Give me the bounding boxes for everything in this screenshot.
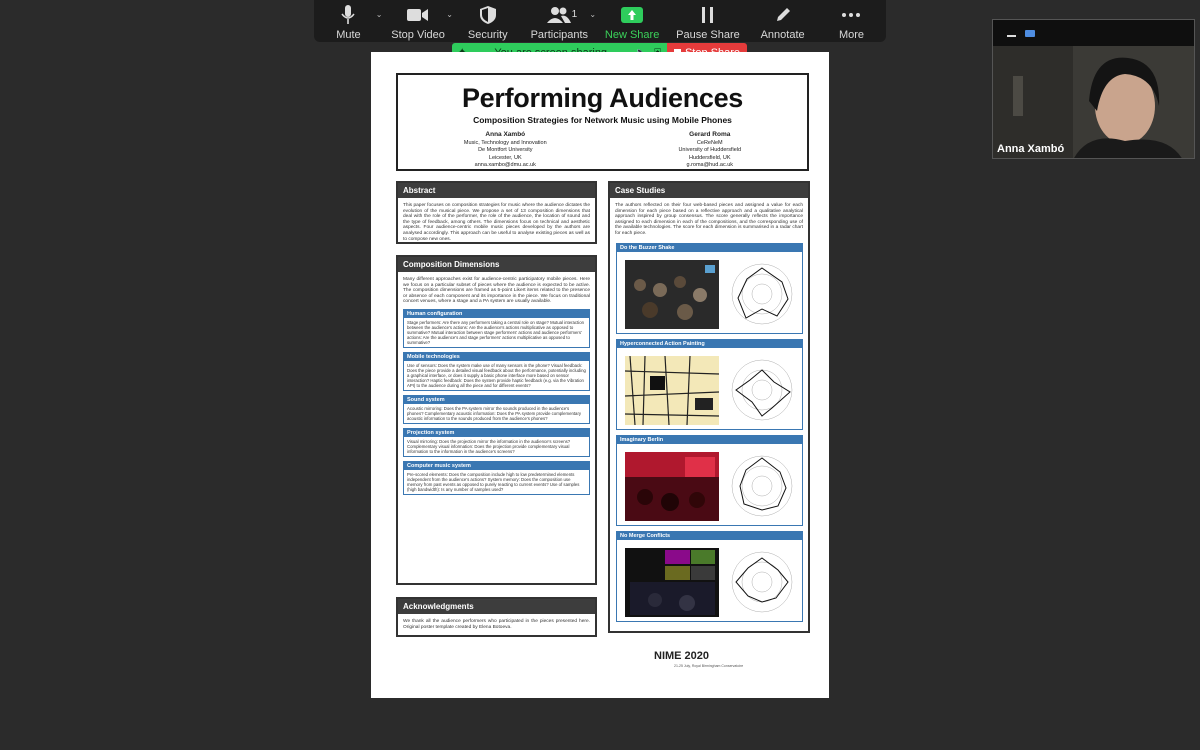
case-photo xyxy=(625,356,719,425)
pencil-icon xyxy=(775,4,791,26)
security-button[interactable]: Security xyxy=(462,4,514,41)
pause-share-button[interactable]: Pause Share xyxy=(676,4,740,41)
more-button[interactable]: More xyxy=(825,4,877,41)
participants-button[interactable]: 1 ⌄ Participants xyxy=(531,4,588,41)
share-screen-icon xyxy=(621,4,643,26)
shield-icon xyxy=(480,4,496,26)
self-video-tile[interactable] xyxy=(992,19,1195,159)
case-photo xyxy=(625,260,719,329)
dimension-group: Computer music system Pre-scored elements: Does the composition include high to low predetermined elements independent from the audience's actions? System memory: Does the composition use memory from past events as opposed to purely reacting to current events? Use of samples (high bandwidth): Is any number of samples used? xyxy=(403,461,590,495)
annotate-button[interactable]: Annotate xyxy=(757,4,809,41)
shared-poster xyxy=(371,52,829,698)
stop-video-button[interactable]: ⌄ Stop Video xyxy=(391,4,445,41)
case-studies-section: Case Studies The authors reflected on their four web-based pieces and assigned a value for each dimension for each piece based on a reflective approach and a qualitative analytical approach inspired by group consensus. The score generally reflects the importance assigned to each dimension in each of the compositions, and the corresponding use of the available technologies. The score for each dimension is summarised in a radar chart for each piece. Do the Buzzer Shake Hyperconnected Action Painting Imaginary Berlin No Merge Conflicts xyxy=(608,181,810,633)
dimension-group: Human configuration Stage performers: Are there any performers taking a central role on stage? Mutual interaction between the audience's actions: Are the audience's actions multiplicative as opposed to summative? Mutual interaction between stage performers' actions and audience performers' actions: Are the audience's and stage performers' actions multiplicative as opposed to summative? xyxy=(403,309,590,348)
dimension-group: Projection system Visual mirroring: Does the projection mirror the information in the audience's screens? Complementary visual information: Does the projection provide complementary visual information to the information in the audience's screens? xyxy=(403,428,590,457)
dimension-group: Sound system Acoustic mirroring: Does the PA system mirror the sounds produced in the audience's phones? Complementary acoustic information: Does the PA system provide complementary acoustic information to the sounds produced from the audience's phones? xyxy=(403,395,590,424)
participants-icon xyxy=(547,4,571,26)
case-study-card: No Merge Conflicts xyxy=(616,531,803,622)
chevron-down-icon[interactable]: ⌄ xyxy=(589,10,597,19)
new-share-button[interactable]: New Share xyxy=(605,4,659,41)
composition-section: Composition Dimensions Many different approaches exist for audience-centric participatory mobile pieces. Here we focus on a particular subset of pieces where the audience is expected to be active. The composition dimensions are framed as 5-point Likert items related to the presence or absence of each component and its importance in the piece. We focus on traditional concert venues, where a stage and a PA system are usually available. Human configuration Stage performers: Are there any performers taking a central role on stage? Mutual interaction between the audience's actions: Are the audience's actions multiplicative as opposed to summative? Mutual interaction between stage performers' actions and audience performers' actions: Are the audience's and stage performers' actions multiplicative as opposed to summative? Mobile technologies Use of sensors: Does the system make use of many sensors in the phone? Visual feedback: Does the piece provide a detailed visual feedback about the performance, potentially including a graphical interface, or does it supply a basic phone interface more based on sensor interaction? Haptic feedback: Does the system provide haptic feedback (e.g. via the Vibration API) to the audience during all the piece and for different events? Sound system Acoustic mirroring: Does the PA system mirror the sounds produced in the audience's phones? Complementary acoustic information: Does the PA system provide complementary acoustic information to the sounds produced from the audience's phones? Projection system Visual mirroring: Does the projection mirror the information in the audience's screens? Complementary visual information: Does the projection provide complementary visual information to the information in the audience's screens? Computer music system Pre-scored elements: Does the composition include high to low predetermined elements independent from the audience's actions? System memory: Does the composition use memory from past events as opposed to purely reacting to current events? Use of samples (high bandwidth): Is any number of samples used? xyxy=(396,255,597,585)
poster-subtitle: Composition Strategies for Network Music using Mobile Phones xyxy=(473,115,732,125)
case-study-card: Imaginary Berlin xyxy=(616,435,803,526)
participant-video: Anna Xambó xyxy=(993,46,1194,158)
conference-logo: NIME 2020 xyxy=(654,650,710,662)
acknowledgments-section: Acknowledgments We thank all the audience performers who participated in the pieces presented here. Original poster template created by Elena Botoeva. xyxy=(396,597,597,637)
radar-chart xyxy=(722,542,802,622)
poster-header xyxy=(396,73,809,171)
video-tile-header xyxy=(993,20,1194,46)
meeting-toolbar xyxy=(314,0,886,42)
abstract-section: Abstract This paper focuses on composition strategies for music where the audience dictates the evolution of the musical piece. We propose a set of 13 composition dimensions that deal with the role of the performer, the role of the audience, the location of sound and the type of feedback, among others. The dimensions focus on technical and aesthetic aspects. Four audience-centric mobile music pieces developed by the authors are analysed accordingly. This approach can be useful to analyse existing pieces as well as to compose new ones. xyxy=(396,181,597,244)
case-photo xyxy=(625,548,719,617)
microphone-icon xyxy=(341,4,355,26)
more-dots-icon xyxy=(842,4,860,26)
radar-chart xyxy=(722,350,802,430)
poster-title: Performing Audiences xyxy=(461,83,744,113)
case-study-card: Do the Buzzer Shake xyxy=(616,243,803,334)
case-study-card: Hyperconnected Action Painting xyxy=(616,339,803,430)
case-photo xyxy=(625,452,719,521)
expand-icon[interactable] xyxy=(1025,30,1035,37)
radar-chart xyxy=(722,446,802,526)
dimension-group: Mobile technologies Use of sensors: Does the system make use of many sensors in the phone? Visual feedback: Does the piece provide a detailed visual feedback about the performance, potentially including a graphical interface, or does it supply a basic phone interface more based on sensor interaction? Haptic feedback: Does the system provide haptic feedback (e.g. via the Vibration API) to the audience during all the piece and for different events? xyxy=(403,352,590,391)
chevron-down-icon[interactable]: ⌄ xyxy=(446,10,453,19)
conference-subtitle: 21-25 July, Royal Birmingham Conservatoire xyxy=(674,664,744,668)
minimize-icon[interactable] xyxy=(1007,35,1016,37)
camera-icon xyxy=(407,4,429,26)
author-block: Gerard Roma CeReNeM University of Huddersfield Huddersfield, UK g.roma@hud.ac.uk xyxy=(678,131,742,168)
mute-button[interactable]: ⌄ Mute xyxy=(322,4,374,41)
chevron-down-icon[interactable]: ⌄ xyxy=(375,10,383,19)
author-block: Anna Xambó Music, Technology and Innovation De Montfort University Leicester, UK anna.xambo@dmu.ac.uk xyxy=(463,131,547,168)
radar-chart xyxy=(722,254,802,334)
pause-icon xyxy=(702,4,714,26)
authors xyxy=(398,131,807,170)
